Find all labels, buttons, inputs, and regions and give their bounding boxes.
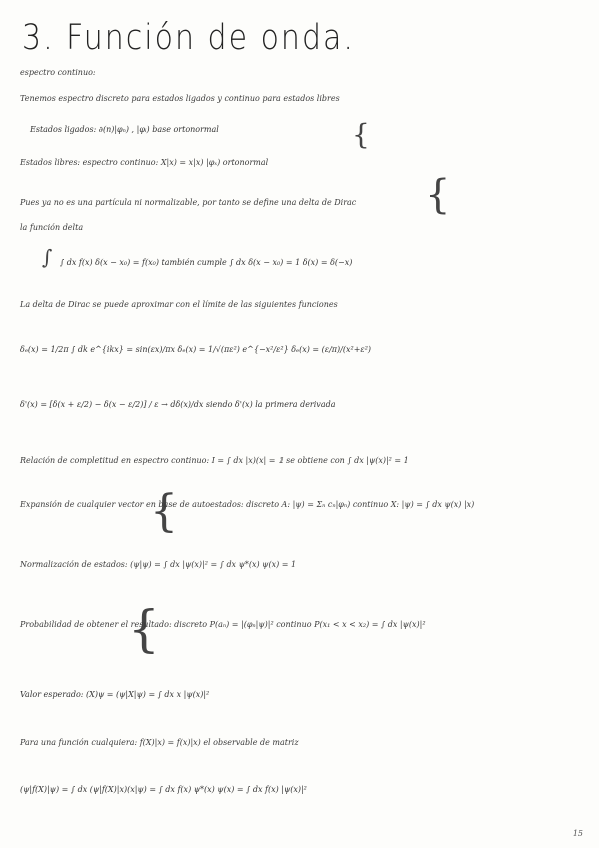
note-formula: (ψ|f(X)|ψ) = ∫ dx (ψ|f(X)|x)(x|ψ) = ∫ dx f(x) ψ*(x) ψ(x) = ∫ dx f(x) |ψ(x)|² — [20, 785, 307, 794]
brace-icon: { — [425, 172, 451, 218]
note-line: Probabilidad de obtener el resultado: discreto P(aₙ) = |(φₙ|ψ)|² continuo P(x₁ < x < x₂) = ∫ dx |ψ(x)|² — [20, 620, 426, 629]
note-line: Para una función cualquiera: f(X)|x) = f(x)|x) el observable de matriz — [20, 738, 299, 747]
note-line: la función delta — [20, 223, 84, 232]
note-line: La delta de Dirac se puede aproximar con el límite de las siguientes funciones — [20, 300, 338, 309]
note-line: Expansión de cualquier vector en base de autoestados: discreto A: |ψ) = Σₙ cₙ|φₙ) continuo X: |ψ) = ∫ dx ψ(x) |x) — [20, 500, 475, 509]
note-formula: ∫ dx f(x) δ(x − x₀) = f(x₀) también cumple ∫ dx δ(x − x₀) = 1 δ(x) = δ(−x) — [60, 258, 353, 267]
note-formula: δₑ(x) = 1/2π ∫ dk e^{ikx} = sin(εx)/πx δₑ(x) = 1/√(πε²) e^{−x²/ε²} δₑ(x) = (ε/π)/(x²+ε²) — [20, 345, 372, 354]
note-line: Relación de completitud en espectro continuo: I = ∫ dx |x)(x| = 𝟙 se obtiene con ∫ dx |ψ(x)|² = 1 — [20, 456, 409, 465]
brace-icon: { — [352, 118, 370, 151]
integral-icon: ∫ — [42, 245, 53, 269]
note-line: Tenemos espectro discreto para estados ligados y continuo para estados libres — [20, 94, 340, 103]
note-formula: Estados ligados: ∂(n)|φₙ) , |φᵢ) base ortonormal — [30, 125, 219, 134]
page-title: 3. Función de onda. — [22, 18, 355, 59]
note-line: Pues ya no es una partícula ni normalizable, por tanto se define una delta de Dirac — [20, 198, 357, 207]
note-formula: δ'(x) = [δ(x + ε/2) − δ(x − ε/2)] / ε → dδ(x)/dx siendo δ'(x) la primera derivada — [20, 400, 336, 409]
brace-icon: { — [150, 486, 178, 537]
page-number: 15 — [572, 829, 583, 838]
note-line: espectro continuo: — [20, 68, 96, 77]
brace-icon: { — [128, 600, 160, 658]
note-formula: Valor esperado: (X)ψ = (ψ|X|ψ) = ∫ dx x |ψ(x)|² — [20, 690, 210, 699]
note-line: Normalización de estados: (ψ|ψ) = ∫ dx |ψ(x)|² = ∫ dx ψ*(x) ψ(x) = 1 — [20, 560, 297, 569]
note-line: Estados libres: espectro continuo: X|x) = x|x) |φₓ) ortonormal — [20, 158, 269, 167]
